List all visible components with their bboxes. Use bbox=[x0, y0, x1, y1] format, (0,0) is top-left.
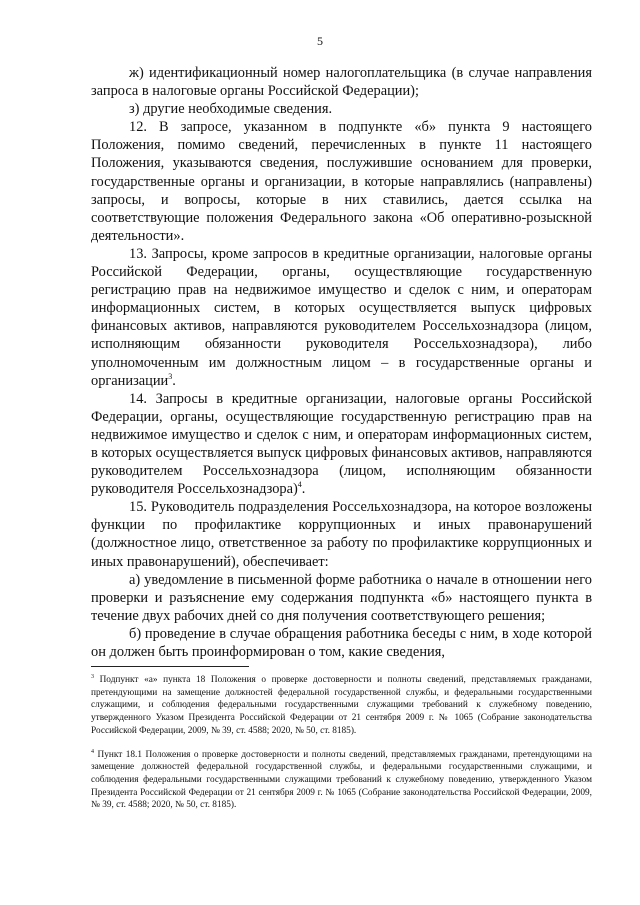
paragraph-14-text: 14. Запросы в кредитные организации, налоговые органы Российской Федерации, органы, осуществляющие государственную регистрацию прав на недвижимое имущество и сделок с ним, и операторам информационных систем, в которых осуществляется выпуск цифровых финансовых активов, направляются руководителем Россельхознадзора (лицом, исполняющим обязанности руководителя Россельхознадзора) bbox=[91, 390, 592, 498]
paragraph-15-subitem-b: б) проведение в случае обращения работника беседы с ним, в ходе которой он должен быть проинформирован о том, какие сведения, bbox=[91, 625, 592, 660]
footnote-4 bbox=[91, 749, 592, 813]
paragraph-13-end: . bbox=[172, 372, 176, 389]
paragraph-12: 12. В запросе, указанном в подпункте «б» пункта 9 настоящего Положения, помимо сведений, перечисленных в пункте 11 настоящего Положения, указываются сведения, послужившие основанием для проверки, государственные органы и организации, в которые направлялись (направлены) запросы, и вопросы, которые в них ставились, дается ссылка на соответствующие положения Федерального закона «Об оперативно-розыскной деятельности». bbox=[91, 119, 592, 244]
footnote-separator bbox=[91, 666, 249, 667]
document-body bbox=[91, 64, 592, 661]
footnote-ref-3: 3 bbox=[168, 371, 173, 381]
paragraph-15-subitem-a: а) уведомление в письменной форме работника о начале в отношении него проверки и разъяснение ему содержания подпункта «б» настоящего пункта в течение двух рабочих дней со дня получения соответствующего решения; bbox=[91, 571, 592, 624]
paragraph-13 bbox=[91, 245, 592, 390]
footnote-3-mark: 3 bbox=[91, 673, 94, 680]
footnote-3 bbox=[91, 674, 592, 738]
footnote-ref-4: 4 bbox=[297, 480, 302, 490]
footnotes bbox=[91, 674, 592, 823]
paragraph-14 bbox=[91, 390, 592, 499]
paragraph-subitem-z: з) другие необходимые сведения. bbox=[129, 101, 333, 118]
footnote-3-text: Подпункт «а» пункта 18 Положения о проверке достоверности и полноты сведений, представляемых гражданами, претендующими на замещение должностей федеральной государственной службы, и федеральными государственными служащими, и соблюдения федеральными государственными служащими требований к служебному поведению, утвержденного Указом Президента Российской Федерации от 21 сентября 2009 г. № 1065 (Собрание законодательства Российской Федерации, 2009, № 39, ст. 4588; 2020, № 50, ст. 8185). bbox=[91, 675, 592, 736]
footnote-4-mark: 4 bbox=[91, 748, 94, 755]
paragraph-subitem-zh: ж) идентификационный номер налогоплательщика (в случае направления запроса в налоговые органы Российской Федерации); bbox=[91, 65, 592, 100]
footnote-4-text: Пункт 18.1 Положения о проверке достоверности и полноты сведений, представляемых гражданами, претендующими на замещение должностей федеральной государственной службы, и федеральными государственными служащими, и соблюдения федеральными государственными служащими требований к служебному поведению, утвержденного Указом Президента Российской Федерации от 21 сентября 2009 г. № 1065 (Собрание законодательства Российской Федерации, 2009, № 39, ст. 4588; 2020, № 50, ст. 8185). bbox=[91, 749, 592, 811]
paragraph-14-end: . bbox=[301, 481, 306, 498]
paragraph-13-text: 13. Запросы, кроме запросов в кредитные организации, налоговые органы Российской Федерации, органы, осуществляющие государственную регистрацию прав на недвижимое имущество и сделок с ним, и операторам информационных систем, в которых осуществляется выпуск цифровых финансовых активов, направляются руководителем Россельхознадзора (лицом, исполняющим обязанности руководителя Россельхознадзора), либо уполномоченным им должностным лицом – в государственные органы и организации bbox=[91, 245, 592, 389]
paragraph-15: 15. Руководитель подразделения Россельхознадзора, на которое возложены функции по профилактике коррупционных и иных правонарушений (должностное лицо, ответственное за работу по профилактике коррупционных и иных правонарушений), обеспечивает: bbox=[91, 499, 592, 570]
page-number: 5 bbox=[317, 34, 323, 48]
